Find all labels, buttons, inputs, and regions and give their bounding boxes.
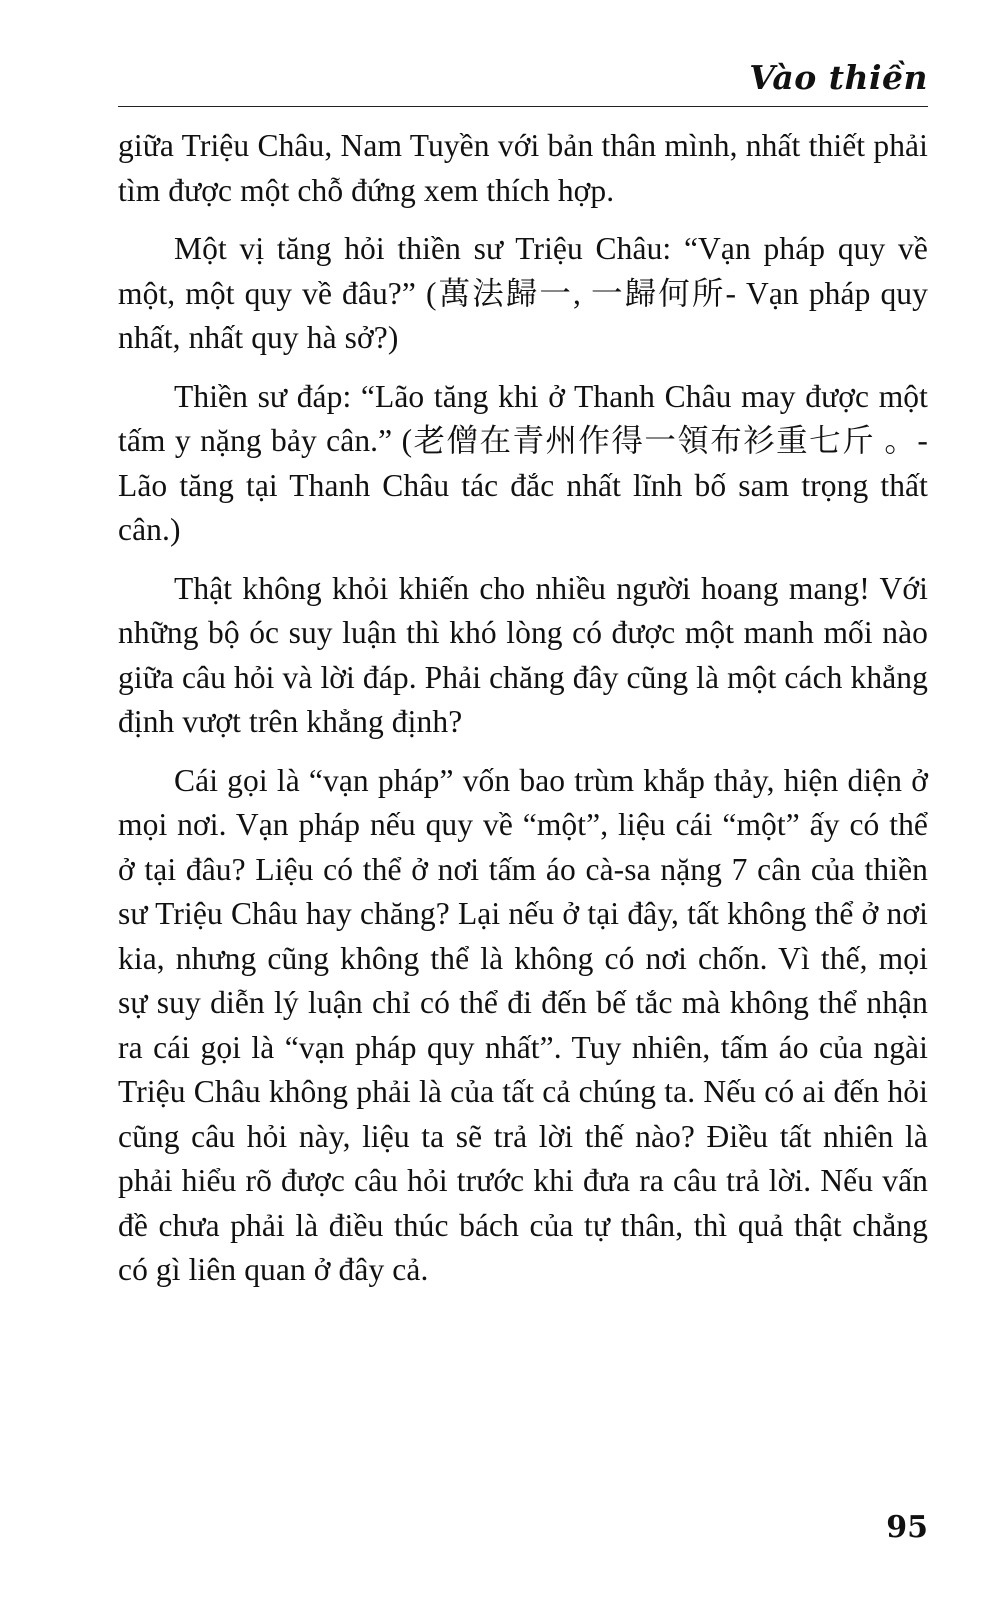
paragraph-monk-question: Một vị tăng hỏi thiền sư Triệu Châu: “Vạn pháp quy về một, một quy về đâu?” (萬法歸一, 一歸何所- Vạn pháp quy nhất, nhất quy hà sở?) [118, 231, 928, 355]
running-title: Vào thiền [749, 58, 928, 97]
running-header [118, 56, 928, 107]
body-text [118, 124, 928, 1307]
paragraph-master-answer: Thiền sư đáp: “Lão tăng khi ở Thanh Châu may được một tấm y nặng bảy cân.” (老僧在青州作得一領布衫重七斤 。- Lão tăng tại Thanh Châu tác đắc nhất lĩnh bố sam trọng thất cân.) [118, 378, 928, 547]
paragraph-confusion: Thật không khỏi khiến cho nhiều người hoang mang! Với những bộ óc suy luận thì khó lòng có được một manh mối nào giữa câu hỏi và lời đáp. Phải chăng đây cũng là một cách khẳng định vượt trên khẳng định? [118, 570, 928, 739]
page-number: 95 [886, 1510, 928, 1545]
paragraph-commentary: Cái gọi là “vạn pháp” vốn bao trùm khắp thảy, hiện diện ở mọi nơi. Vạn pháp nếu quy về “một”, liệu cái “một” ấy có thể ở tại đâu? Liệu có thể ở nơi tấm áo cà-sa nặng 7 cân của thiền sư Triệu Châu hay chăng? Lại nếu ở tại đây, tất không thể ở nơi kia, nhưng cũng không thể là không có nơi chốn. Vì thế, mọi sự suy diễn lý luận chỉ có thể đi đến bế tắc mà không thể nhận ra cái gọi là “vạn pháp quy nhất”. Tuy nhiên, tấm áo của ngài Triệu Châu không phải là của tất cả chúng ta. Nếu có ai đến hỏi cũng câu hỏi này, liệu ta sẽ trả lời thế nào? Điều tất nhiên là phải hiểu rõ được câu hỏi trước khi đưa ra câu trả lời. Nếu vấn đề chưa phải là điều thúc bách của tự thân, thì quả thật chẳng có gì liên quan ở đây cả. [118, 762, 928, 1287]
paragraph-continuation: giữa Triệu Châu, Nam Tuyền với bản thân mình, nhất thiết phải tìm được một chỗ đứng xem thích hợp. [118, 128, 928, 208]
